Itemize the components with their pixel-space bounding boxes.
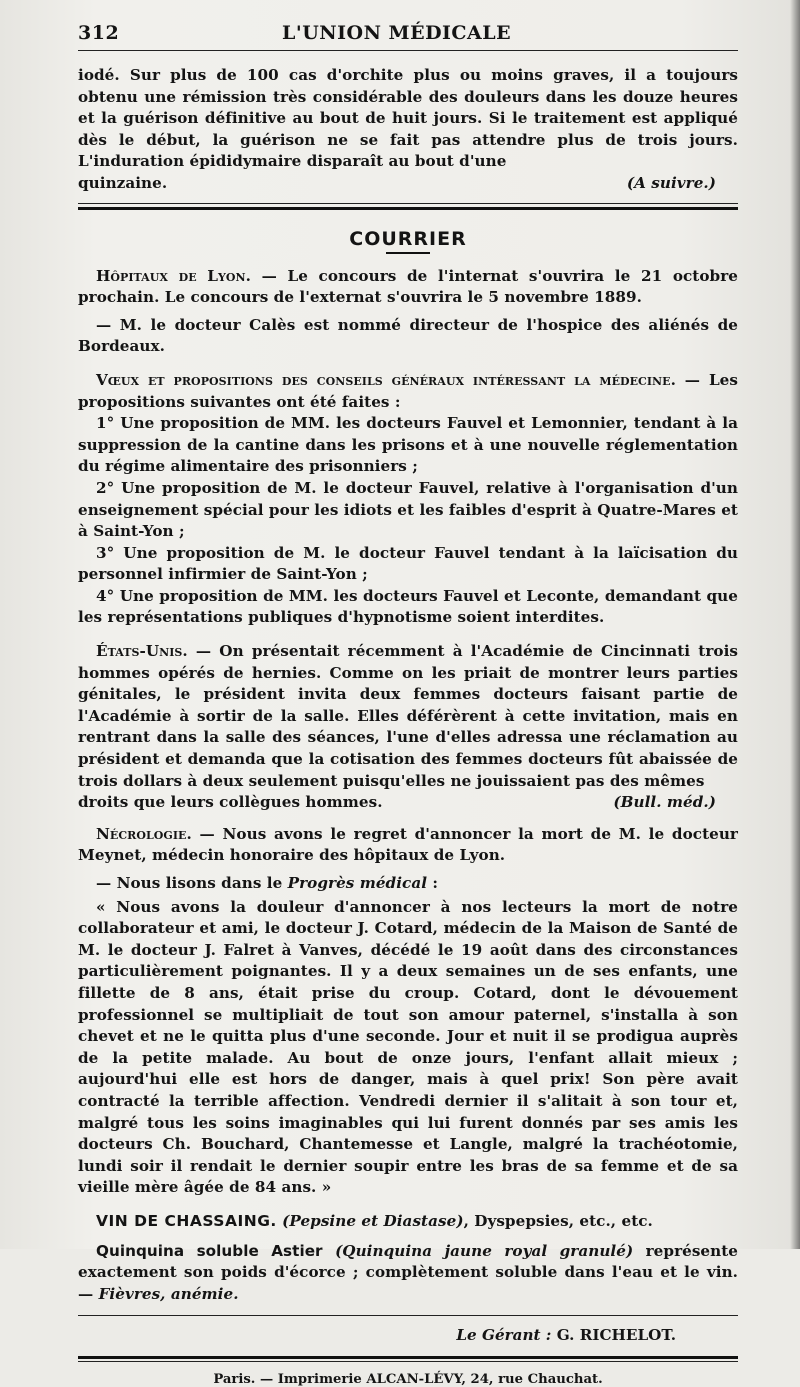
proposition-1: 1° Une proposition de MM. les docteurs Fauvel et Lemonnier, tendant à la suppression de la cantine dans les prisons et à une nouvelle réglementation du régime alimentaire des prisonniers ; xyxy=(78,414,738,476)
progres-intro: — Nous lisons dans le xyxy=(96,874,288,892)
ad1-italic: (Pepsine et Diastase) xyxy=(282,1211,464,1230)
necrologie-text: — Nous avons le regret d'annoncer la mort de M. le docteur Meynet, médecin honoraire des hôpitaux de Lyon. xyxy=(78,824,738,865)
gerant-name: G. RICHELOT. xyxy=(551,1326,676,1345)
header-rule xyxy=(78,50,738,51)
voeux-paragraph xyxy=(78,370,738,413)
title-underline xyxy=(386,252,430,254)
printer-imprint: Paris. — Imprimerie ALCAN-LÉVY, 24, rue Chauchat. xyxy=(213,1372,603,1387)
section-title: COURRIER xyxy=(349,227,467,250)
usa-tail xyxy=(78,792,738,814)
usa-source: (Bull. méd.) xyxy=(613,793,716,812)
ad1-rest: , Dyspepsies, etc., etc. xyxy=(463,1211,653,1230)
footer-rule xyxy=(78,1356,738,1362)
running-header xyxy=(78,18,738,44)
ad2-italic: (Quinquina jaune royal granulé) xyxy=(335,1241,634,1260)
intro-paragraph: iodé. Sur plus de 100 cas d'orchite plus ou moins graves, il a toujours obtenu une rémission très considérable des douleurs dans les douze heures et la guérison définitive au bout de huit jours. Si le traitement est appliqué dès le début, la guérison ne se fait pas attendre plus de trois jours. L'induration épididymaire disparaît au bout d'une xyxy=(78,66,738,171)
usa-last-line: droits que leurs collègues hommes. xyxy=(78,793,383,812)
necrologie-label: Nécrologie. xyxy=(96,824,192,843)
advertisement-quinquina xyxy=(78,1241,738,1306)
ad1-brand: VIN DE CHASSAING. xyxy=(96,1211,277,1230)
usa-text: — On présentait récemment à l'Académie de Cincinnati trois hommes opérés de hernies. Comme on les priait de montrer leurs parties génitales, le président invita deux femmes docteurs faisant partie de l'Académie à sortir de la salle. Elles déférèrent à cette invitation, mais en rentrant dans la salle des séances, l'une d'elles adressa une réclamation au président et demanda que la cotisation des femmes docteurs fût abaissée de trois dollars à deux seulement puisqu'elles ne jouissaient pas des mêmes xyxy=(78,642,738,790)
lyon-label: Hôpitaux de Lyon. xyxy=(96,266,251,285)
signature-line xyxy=(78,1326,676,1344)
journal-title: L'UNION MÉDICALE xyxy=(282,22,512,44)
signature-rule xyxy=(78,1315,738,1316)
obituary-quote: « Nous avons la douleur d'annoncer à nos lecteurs la mort de notre collaborateur et ami, le docteur J. Cotard, médecin de la Maison de Santé de M. le docteur J. Falret à Vanves, décédé le 19 août dans des circonstances particulièrement poignantes. Il y a deux semaines un de ses enfants, une fillette de 8 ans, était prise du croup. Cotard, dont le dévouement professionnel se multipliait de tout son amour paternel, s'installa à son chevet et ne le quitta plus d'une seconde. Jour et nuit il se prodigua auprès de la petite malade. Au bout de onze jours, l'enfant allait mieux ; aujourd'hui elle est hors de danger, mais à quel prix! Son père avait contracté la terrible affection. Vendredi dernier il s'alitait à son tour et, malgré tous les soins imaginables qui lui furent donnés par ses amis les docteurs Ch. Bouchard, Chantemesse et Langle, malgré la trachéotomie, lundi soir il rendait le dernier soupir entre les bras de sa femme et de sa vieille mère âgée de 84 ans. » xyxy=(78,897,738,1197)
gerant-label: Le Gérant : xyxy=(456,1326,552,1345)
proposition-2: 2° Une proposition de M. le docteur Fauvel, relative à l'organisation d'un enseignement spécial pour les idiots et les faibles d'esprit à Quatre-Mares et à Saint-Yon ; xyxy=(78,478,738,541)
progres-title: Progrès médical xyxy=(287,874,428,892)
advertisement-vin-chassaing xyxy=(78,1211,738,1233)
intro-last-line: quinzaine. xyxy=(78,173,168,192)
usa-paragraph xyxy=(78,641,738,792)
page-number: 312 xyxy=(78,22,120,44)
ad2-rest: représente exactement son poids d'écorce ; complètement soluble dans l'eau et le vin. — xyxy=(78,1241,739,1303)
voeux-text: — Les propositions suivantes ont été faites : xyxy=(78,370,738,411)
necrologie-paragraph xyxy=(78,824,738,867)
ad2-italic-tail: Fièvres, anémie. xyxy=(98,1284,239,1303)
usa-label: États-Unis. xyxy=(96,642,188,661)
cales-paragraph: — M. le docteur Calès est nommé directeur de l'hospice des aliénés de Bordeaux. xyxy=(78,315,738,356)
ad2-brand: Quinquina soluble Astier xyxy=(96,1241,323,1260)
section-divider xyxy=(78,203,738,210)
intro-tail xyxy=(78,173,738,195)
proposition-4: 4° Une proposition de MM. les docteurs Fauvel et Leconte, demandant que les représentations publiques d'hypnotisme soient interdites. xyxy=(78,586,738,627)
proposition-3: 3° Une proposition de M. le docteur Fauvel tendant à la laïcisation du personnel infirmier de Saint-Yon ; xyxy=(78,543,738,584)
lyon-text: — Le concours de l'internat s'ouvrira le 21 octobre prochain. Le concours de l'externat s'ouvrira le 5 novembre 1889. xyxy=(78,266,738,307)
progres-intro-line xyxy=(78,873,738,895)
lyon-paragraph xyxy=(78,266,738,309)
intro-source: (A suivre.) xyxy=(626,173,716,192)
intro-block xyxy=(78,65,738,195)
progres-colon: : xyxy=(427,874,439,892)
voeux-label: Vœux et propositions des conseils généraux intéressant la médecine. xyxy=(96,370,676,389)
